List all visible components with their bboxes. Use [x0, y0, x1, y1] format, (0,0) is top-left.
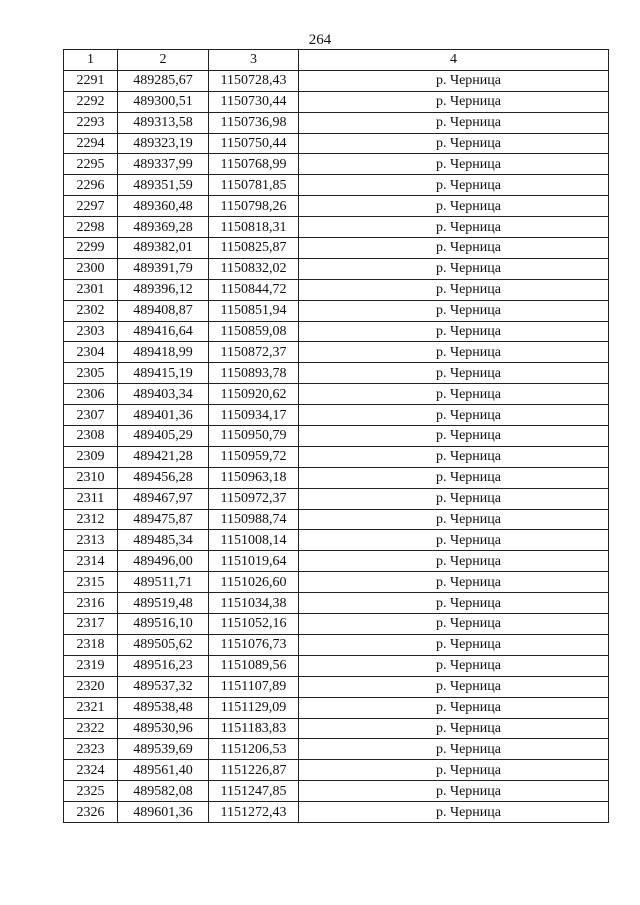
y-coordinate-cell: 1150825,87	[209, 238, 299, 259]
place-name-cell: р. Черница	[299, 530, 609, 551]
place-name-cell: р. Черница	[299, 509, 609, 530]
table-row	[64, 405, 609, 426]
place-name-cell: р. Черница	[299, 363, 609, 384]
y-coordinate-cell: 1151052,16	[209, 614, 299, 635]
point-number-cell: 2316	[64, 593, 118, 614]
y-coordinate-cell: 1151008,14	[209, 530, 299, 551]
point-number-cell: 2304	[64, 342, 118, 363]
table-row	[64, 154, 609, 175]
table-row	[64, 655, 609, 676]
y-coordinate-cell: 1150950,79	[209, 426, 299, 447]
place-name-cell: р. Черница	[299, 593, 609, 614]
y-coordinate-cell: 1151272,43	[209, 802, 299, 823]
point-number-cell: 2302	[64, 300, 118, 321]
point-number-cell: 2303	[64, 321, 118, 342]
place-name-cell: р. Черница	[299, 634, 609, 655]
place-name-cell: р. Черница	[299, 70, 609, 91]
y-coordinate-cell: 1151089,56	[209, 655, 299, 676]
x-coordinate-cell: 489467,97	[118, 488, 209, 509]
x-coordinate-cell: 489537,32	[118, 676, 209, 697]
table-row	[64, 634, 609, 655]
place-name-cell: р. Черница	[299, 175, 609, 196]
x-coordinate-cell: 489391,79	[118, 258, 209, 279]
point-number-cell: 2294	[64, 133, 118, 154]
x-coordinate-cell: 489456,28	[118, 467, 209, 488]
point-number-cell: 2307	[64, 405, 118, 426]
place-name-cell: р. Черница	[299, 446, 609, 467]
point-number-cell: 2322	[64, 718, 118, 739]
y-coordinate-cell: 1151034,38	[209, 593, 299, 614]
y-coordinate-cell: 1150728,43	[209, 70, 299, 91]
place-name-cell: р. Черница	[299, 551, 609, 572]
x-coordinate-cell: 489313,58	[118, 112, 209, 133]
y-coordinate-cell: 1150959,72	[209, 446, 299, 467]
table-row	[64, 342, 609, 363]
x-coordinate-cell: 489421,28	[118, 446, 209, 467]
point-number-cell: 2318	[64, 634, 118, 655]
x-coordinate-cell: 489516,10	[118, 614, 209, 635]
column-header-4: 4	[299, 50, 609, 71]
y-coordinate-cell: 1150844,72	[209, 279, 299, 300]
point-number-cell: 2298	[64, 217, 118, 238]
place-name-cell: р. Черница	[299, 781, 609, 802]
point-number-cell: 2293	[64, 112, 118, 133]
point-number-cell: 2308	[64, 426, 118, 447]
y-coordinate-cell: 1151183,83	[209, 718, 299, 739]
y-coordinate-cell: 1151026,60	[209, 572, 299, 593]
x-coordinate-cell: 489360,48	[118, 196, 209, 217]
place-name-cell: р. Черница	[299, 279, 609, 300]
table-row	[64, 802, 609, 823]
point-number-cell: 2324	[64, 760, 118, 781]
x-coordinate-cell: 489401,36	[118, 405, 209, 426]
y-coordinate-cell: 1150893,78	[209, 363, 299, 384]
table-header	[64, 50, 609, 71]
place-name-cell: р. Черница	[299, 112, 609, 133]
table-row	[64, 488, 609, 509]
table-row	[64, 217, 609, 238]
place-name-cell: р. Черница	[299, 488, 609, 509]
y-coordinate-cell: 1150859,08	[209, 321, 299, 342]
table-row	[64, 175, 609, 196]
place-name-cell: р. Черница	[299, 426, 609, 447]
place-name-cell: р. Черница	[299, 697, 609, 718]
x-coordinate-cell: 489351,59	[118, 175, 209, 196]
y-coordinate-cell: 1150851,94	[209, 300, 299, 321]
coordinates-table	[63, 49, 609, 823]
place-name-cell: р. Черница	[299, 133, 609, 154]
y-coordinate-cell: 1151247,85	[209, 781, 299, 802]
table-row	[64, 321, 609, 342]
point-number-cell: 2295	[64, 154, 118, 175]
x-coordinate-cell: 489323,19	[118, 133, 209, 154]
x-coordinate-cell: 489382,01	[118, 238, 209, 259]
point-number-cell: 2323	[64, 739, 118, 760]
point-number-cell: 2291	[64, 70, 118, 91]
place-name-cell: р. Черница	[299, 655, 609, 676]
y-coordinate-cell: 1150832,02	[209, 258, 299, 279]
table-row	[64, 551, 609, 572]
place-name-cell: р. Черница	[299, 91, 609, 112]
point-number-cell: 2313	[64, 530, 118, 551]
x-coordinate-cell: 489582,08	[118, 781, 209, 802]
y-coordinate-cell: 1151076,73	[209, 634, 299, 655]
point-number-cell: 2321	[64, 697, 118, 718]
table-row	[64, 279, 609, 300]
column-header-1: 1	[64, 50, 118, 71]
x-coordinate-cell: 489415,19	[118, 363, 209, 384]
x-coordinate-cell: 489285,67	[118, 70, 209, 91]
x-coordinate-cell: 489505,62	[118, 634, 209, 655]
point-number-cell: 2305	[64, 363, 118, 384]
place-name-cell: р. Черница	[299, 572, 609, 593]
x-coordinate-cell: 489530,96	[118, 718, 209, 739]
place-name-cell: р. Черница	[299, 258, 609, 279]
y-coordinate-cell: 1150768,99	[209, 154, 299, 175]
header-row	[64, 50, 609, 71]
place-name-cell: р. Черница	[299, 342, 609, 363]
table-row	[64, 133, 609, 154]
place-name-cell: р. Черница	[299, 739, 609, 760]
table-row	[64, 739, 609, 760]
table-row	[64, 238, 609, 259]
x-coordinate-cell: 489418,99	[118, 342, 209, 363]
place-name-cell: р. Черница	[299, 196, 609, 217]
y-coordinate-cell: 1150920,62	[209, 384, 299, 405]
table-row	[64, 300, 609, 321]
x-coordinate-cell: 489561,40	[118, 760, 209, 781]
point-number-cell: 2314	[64, 551, 118, 572]
place-name-cell: р. Черница	[299, 238, 609, 259]
place-name-cell: р. Черница	[299, 614, 609, 635]
point-number-cell: 2315	[64, 572, 118, 593]
y-coordinate-cell: 1150781,85	[209, 175, 299, 196]
x-coordinate-cell: 489601,36	[118, 802, 209, 823]
y-coordinate-cell: 1151129,09	[209, 697, 299, 718]
y-coordinate-cell: 1151019,64	[209, 551, 299, 572]
x-coordinate-cell: 489519,48	[118, 593, 209, 614]
x-coordinate-cell: 489396,12	[118, 279, 209, 300]
x-coordinate-cell: 489408,87	[118, 300, 209, 321]
y-coordinate-cell: 1150730,44	[209, 91, 299, 112]
x-coordinate-cell: 489300,51	[118, 91, 209, 112]
point-number-cell: 2301	[64, 279, 118, 300]
point-number-cell: 2300	[64, 258, 118, 279]
place-name-cell: р. Черница	[299, 718, 609, 739]
y-coordinate-cell: 1151226,87	[209, 760, 299, 781]
y-coordinate-cell: 1150963,18	[209, 467, 299, 488]
place-name-cell: р. Черница	[299, 384, 609, 405]
x-coordinate-cell: 489337,99	[118, 154, 209, 175]
table-row	[64, 697, 609, 718]
x-coordinate-cell: 489475,87	[118, 509, 209, 530]
table-row	[64, 446, 609, 467]
table-row	[64, 572, 609, 593]
point-number-cell: 2311	[64, 488, 118, 509]
table-row	[64, 91, 609, 112]
point-number-cell: 2306	[64, 384, 118, 405]
x-coordinate-cell: 489485,34	[118, 530, 209, 551]
table-row	[64, 760, 609, 781]
table-row	[64, 384, 609, 405]
table-row	[64, 467, 609, 488]
table-row	[64, 593, 609, 614]
table-row	[64, 676, 609, 697]
y-coordinate-cell: 1150736,98	[209, 112, 299, 133]
place-name-cell: р. Черница	[299, 405, 609, 426]
point-number-cell: 2296	[64, 175, 118, 196]
y-coordinate-cell: 1150798,26	[209, 196, 299, 217]
x-coordinate-cell: 489538,48	[118, 697, 209, 718]
x-coordinate-cell: 489516,23	[118, 655, 209, 676]
x-coordinate-cell: 489369,28	[118, 217, 209, 238]
table-row	[64, 781, 609, 802]
x-coordinate-cell: 489416,64	[118, 321, 209, 342]
x-coordinate-cell: 489539,69	[118, 739, 209, 760]
place-name-cell: р. Черница	[299, 760, 609, 781]
point-number-cell: 2292	[64, 91, 118, 112]
y-coordinate-cell: 1150818,31	[209, 217, 299, 238]
table-row	[64, 718, 609, 739]
point-number-cell: 2326	[64, 802, 118, 823]
y-coordinate-cell: 1150872,37	[209, 342, 299, 363]
x-coordinate-cell: 489405,29	[118, 426, 209, 447]
point-number-cell: 2297	[64, 196, 118, 217]
place-name-cell: р. Черница	[299, 154, 609, 175]
place-name-cell: р. Черница	[299, 467, 609, 488]
table-row	[64, 70, 609, 91]
table-row	[64, 509, 609, 530]
table-row	[64, 196, 609, 217]
place-name-cell: р. Черница	[299, 676, 609, 697]
y-coordinate-cell: 1150934,17	[209, 405, 299, 426]
point-number-cell: 2317	[64, 614, 118, 635]
place-name-cell: р. Черница	[299, 217, 609, 238]
x-coordinate-cell: 489511,71	[118, 572, 209, 593]
x-coordinate-cell: 489496,00	[118, 551, 209, 572]
page-number: 264	[308, 32, 332, 48]
y-coordinate-cell: 1150972,37	[209, 488, 299, 509]
place-name-cell: р. Черница	[299, 300, 609, 321]
table-row	[64, 363, 609, 384]
place-name-cell: р. Черница	[299, 802, 609, 823]
y-coordinate-cell: 1151107,89	[209, 676, 299, 697]
column-header-2: 2	[118, 50, 209, 71]
point-number-cell: 2320	[64, 676, 118, 697]
table-row	[64, 112, 609, 133]
point-number-cell: 2319	[64, 655, 118, 676]
table-body	[64, 70, 609, 822]
y-coordinate-cell: 1151206,53	[209, 739, 299, 760]
point-number-cell: 2312	[64, 509, 118, 530]
point-number-cell: 2299	[64, 238, 118, 259]
table-row	[64, 614, 609, 635]
table-row	[64, 426, 609, 447]
point-number-cell: 2310	[64, 467, 118, 488]
place-name-cell: р. Черница	[299, 321, 609, 342]
point-number-cell: 2325	[64, 781, 118, 802]
y-coordinate-cell: 1150988,74	[209, 509, 299, 530]
column-header-3: 3	[209, 50, 299, 71]
table-row	[64, 258, 609, 279]
x-coordinate-cell: 489403,34	[118, 384, 209, 405]
y-coordinate-cell: 1150750,44	[209, 133, 299, 154]
table-row	[64, 530, 609, 551]
point-number-cell: 2309	[64, 446, 118, 467]
